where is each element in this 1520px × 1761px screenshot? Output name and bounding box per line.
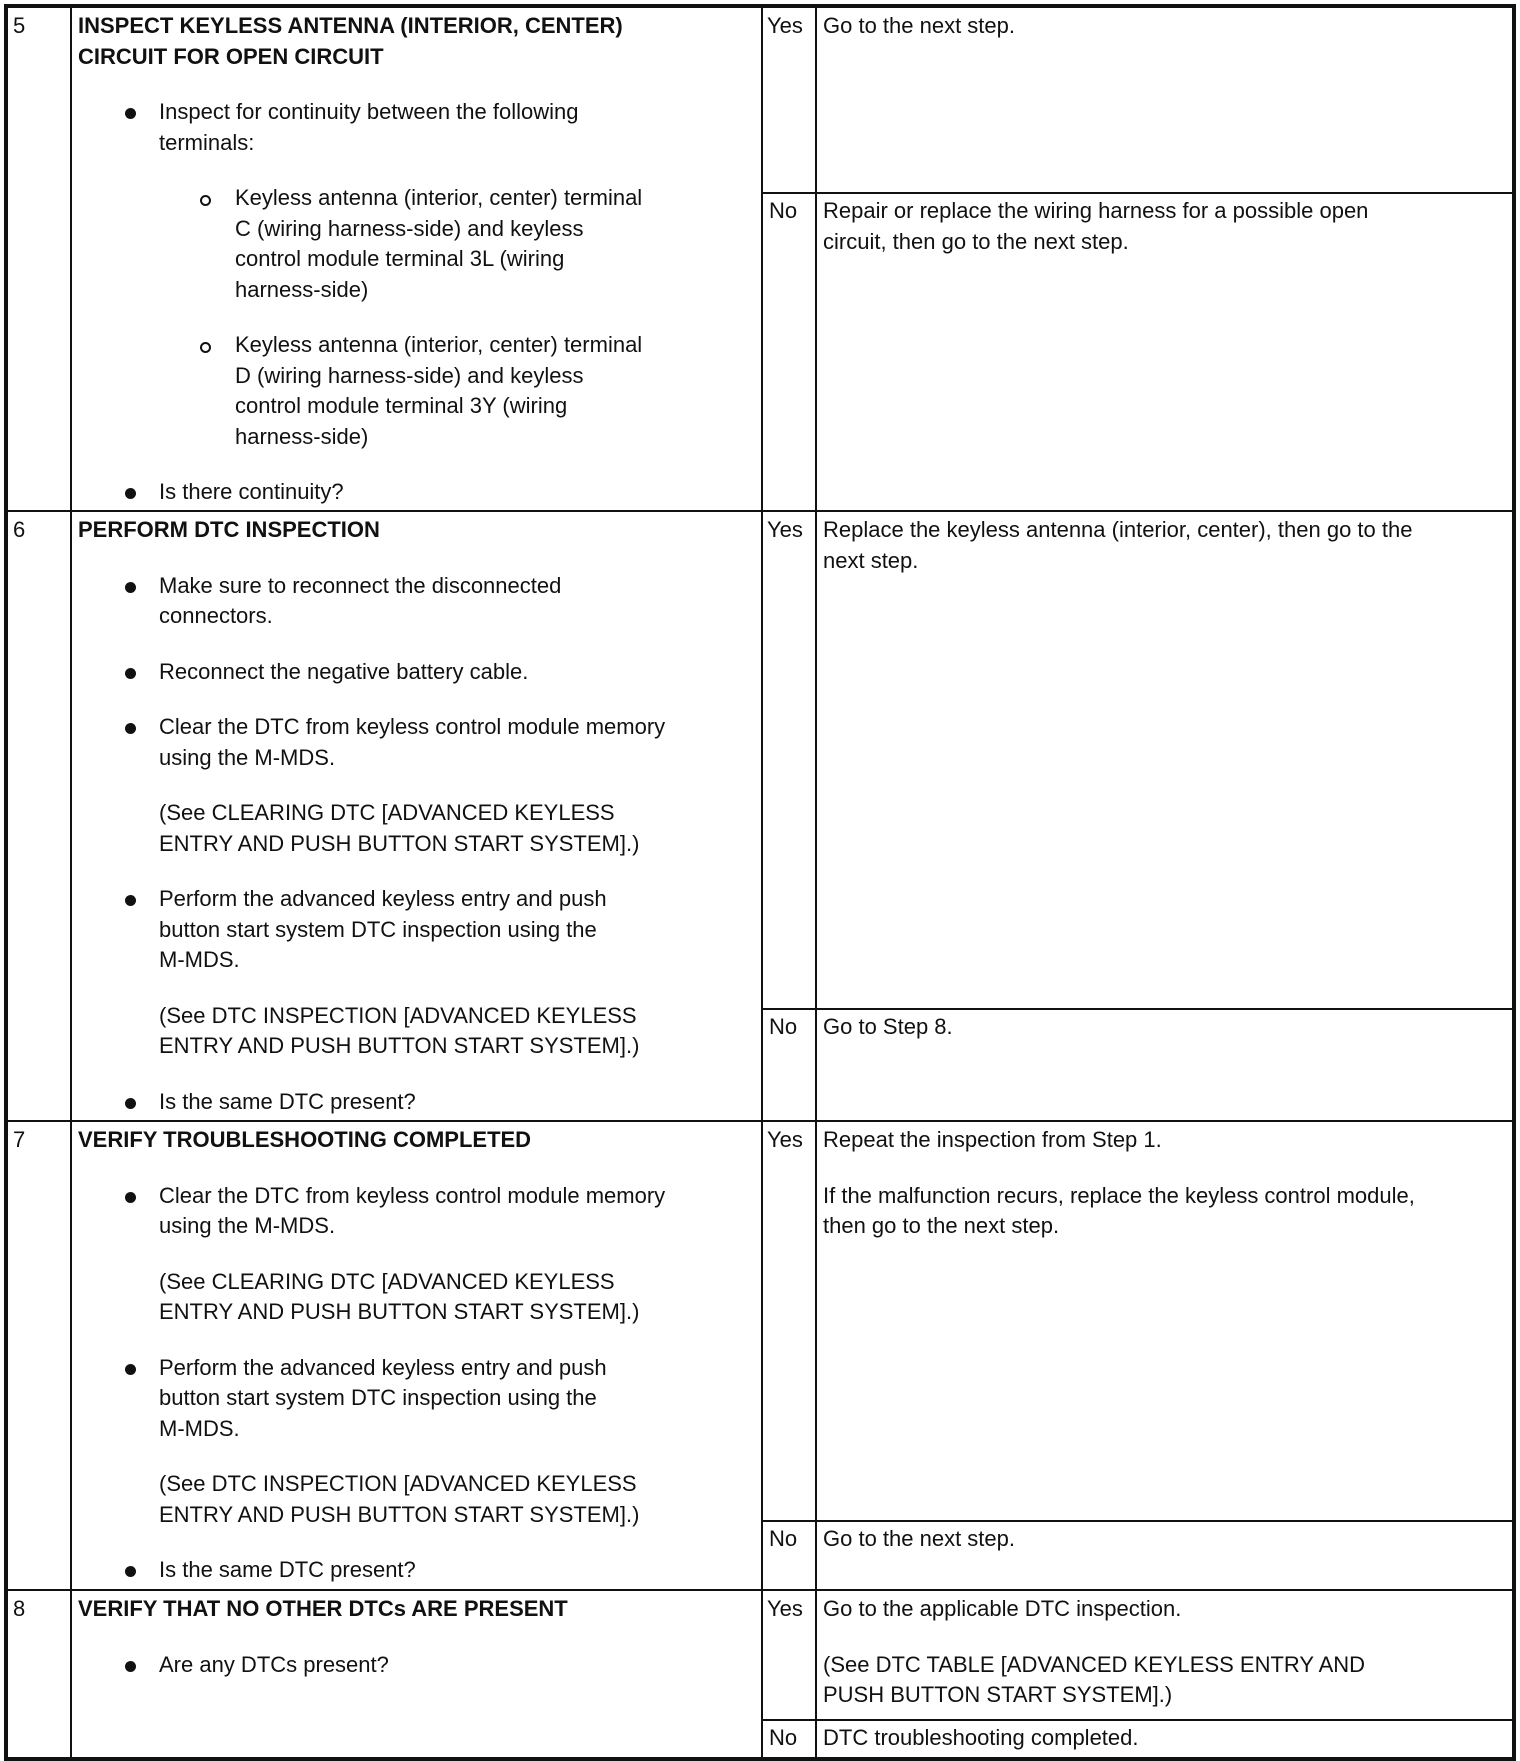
instruction-text: Clear the DTC from keyless control module memory using the M-MDS. [159, 714, 666, 770]
step-number: 6 [13, 517, 26, 542]
instruction-text: Inspect for continuity between the following terminals: [159, 99, 579, 155]
yes-action-text: Repeat the inspection from Step 1. [823, 1127, 1162, 1152]
no-action-text: Repair or replace the wiring harness for a possible open circuit, then go to the next step. [823, 198, 1369, 254]
step-title: VERIFY THAT NO OTHER DTCs ARE PRESENT [78, 1596, 568, 1621]
step-content [78, 515, 757, 1117]
no-label: No [769, 1526, 798, 1551]
reference-text: (See CLEARING DTC [ADVANCED KEYLESS ENTRY AND PUSH BUTTON START SYSTEM].) [159, 800, 640, 856]
instruction-item [78, 97, 757, 158]
bullet-icon [125, 1661, 136, 1672]
instruction-text: Clear the DTC from keyless control module memory using the M-MDS. [159, 1182, 666, 1238]
bullet-icon [125, 1566, 136, 1577]
yes-action [823, 515, 1508, 576]
step-title: VERIFY TROUBLESHOOTING COMPLETED [78, 1127, 532, 1152]
reference-note [78, 1001, 757, 1062]
instruction-item [78, 1650, 757, 1681]
no-label: No [769, 1725, 798, 1750]
yes-action [823, 1594, 1508, 1711]
bullet-icon [125, 895, 136, 906]
table-border-bottom [4, 1757, 1516, 1761]
yes-action [823, 1125, 1508, 1242]
bullet-icon [125, 582, 136, 593]
step-number: 8 [13, 1596, 26, 1621]
instruction-item [78, 1087, 757, 1118]
reference-note [78, 1469, 757, 1530]
instruction-text: Is the same DTC present? [159, 1557, 416, 1582]
no-action [823, 1012, 1508, 1043]
instruction-text: Keyless antenna (interior, center) terminal D (wiring harness-side) and keyless control module terminal 3Y (wiring harness-side) [235, 332, 643, 449]
table-border-top [4, 4, 1516, 8]
no-action-text: DTC troubleshooting completed. [823, 1725, 1139, 1750]
row-divider [762, 1520, 1513, 1522]
instruction-text: Is the same DTC present? [159, 1088, 416, 1114]
instruction-item [78, 884, 757, 976]
step-title: PERFORM DTC INSPECTION [78, 517, 380, 542]
row-divider [762, 1008, 1513, 1010]
yes-label: Yes [767, 1127, 803, 1152]
step-content [78, 11, 757, 508]
column-divider [70, 7, 72, 1758]
step-number: 7 [13, 1127, 26, 1152]
bullet-icon [125, 108, 136, 119]
no-action [823, 1723, 1508, 1754]
no-action [823, 1524, 1508, 1555]
sub-bullet-icon [200, 195, 211, 206]
instruction-item [78, 1353, 757, 1445]
row-divider [762, 1719, 1513, 1721]
no-label: No [769, 1014, 798, 1039]
bullet-icon [125, 488, 136, 499]
instruction-text: Perform the advanced keyless entry and push button start system DTC inspection using the M-MDS. [159, 886, 607, 972]
instruction-item [78, 657, 757, 688]
yes-label: Yes [767, 1596, 803, 1621]
step-title: INSPECT KEYLESS ANTENNA (INTERIOR, CENTER) CIRCUIT FOR OPEN CIRCUIT [78, 13, 623, 69]
row-divider [7, 1589, 1513, 1591]
reference-text: (See DTC INSPECTION [ADVANCED KEYLESS ENTRY AND PUSH BUTTON START SYSTEM].) [159, 1471, 640, 1527]
reference-text: (See DTC INSPECTION [ADVANCED KEYLESS ENTRY AND PUSH BUTTON START SYSTEM].) [159, 1002, 640, 1058]
reference-note [78, 1267, 757, 1328]
yes-action-text: Go to the applicable DTC inspection. [823, 1596, 1182, 1621]
no-action-text: Go to Step 8. [823, 1014, 953, 1039]
sub-bullet-icon [200, 342, 211, 353]
reference-text: (See CLEARING DTC [ADVANCED KEYLESS ENTRY AND PUSH BUTTON START SYSTEM].) [159, 1268, 640, 1324]
row-divider [762, 192, 1513, 194]
table-border-right [1512, 4, 1516, 1761]
row-divider [7, 510, 1513, 512]
no-action-text: Go to the next step. [823, 1526, 1016, 1551]
step-content [78, 1125, 757, 1586]
bullet-icon [125, 1098, 136, 1109]
row-divider [7, 1120, 1513, 1122]
instruction-item [78, 477, 757, 508]
yes-label: Yes [767, 517, 803, 542]
no-label: No [769, 198, 798, 223]
yes-action-text: Go to the next step. [823, 13, 1016, 38]
instruction-item [78, 712, 757, 773]
step-content [78, 1594, 757, 1680]
instruction-item [78, 330, 757, 452]
instruction-text: Is there continuity? [159, 479, 344, 504]
bullet-icon [125, 723, 136, 734]
bullet-icon [125, 668, 136, 679]
column-divider [761, 7, 763, 1758]
instruction-text: Keyless antenna (interior, center) terminal C (wiring harness-side) and keyless control module terminal 3L (wiring harness-side) [235, 185, 643, 302]
instruction-text: Reconnect the negative battery cable. [159, 658, 529, 684]
reference-note [78, 798, 757, 859]
yes-action-text: (See DTC TABLE [ADVANCED KEYLESS ENTRY AND PUSH BUTTON START SYSTEM].) [823, 1651, 1366, 1707]
bullet-icon [125, 1364, 136, 1375]
step-number: 5 [13, 13, 26, 38]
yes-label: Yes [767, 13, 803, 38]
instruction-item [78, 571, 757, 632]
yes-action-text: Replace the keyless antenna (interior, center), then go to the next step. [823, 517, 1413, 573]
yes-action [823, 11, 1508, 42]
instruction-item [78, 183, 757, 305]
instruction-text: Make sure to reconnect the disconnected connectors. [159, 572, 562, 628]
yes-action-text: If the malfunction recurs, replace the keyless control module, then go to the next step. [823, 1182, 1415, 1238]
instruction-text: Are any DTCs present? [159, 1651, 389, 1677]
column-divider [815, 7, 817, 1758]
instruction-item [78, 1555, 757, 1586]
table-border-left [4, 4, 8, 1761]
bullet-icon [125, 1192, 136, 1203]
no-action [823, 196, 1508, 257]
instruction-item [78, 1181, 757, 1242]
instruction-text: Perform the advanced keyless entry and push button start system DTC inspection using the M-MDS. [159, 1354, 607, 1441]
